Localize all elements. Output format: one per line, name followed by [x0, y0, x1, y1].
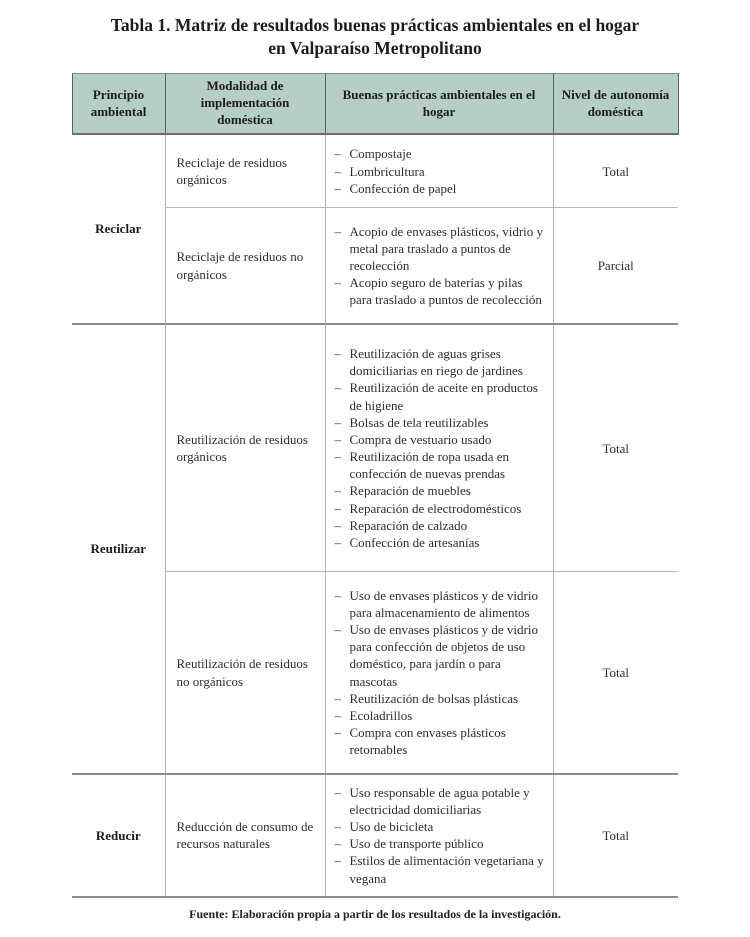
practice-text: Compra con envases plásticos retornables — [349, 725, 506, 758]
document-page — [0, 14, 750, 922]
practice-item — [335, 145, 548, 162]
col-header-modalidad: Modalidad de implementación doméstica — [165, 74, 325, 134]
bullet-dash: – — [334, 223, 341, 239]
practice-item — [335, 587, 548, 621]
practice-text: Reutilización de aguas grises domiciliarias en riego de jardines — [349, 346, 523, 379]
practice-item — [335, 724, 548, 758]
results-table — [72, 73, 679, 898]
practice-text: Reparación de muebles — [349, 483, 471, 499]
practices-list — [335, 784, 548, 887]
practices-cell — [325, 134, 553, 208]
practice-text: Reutilización de aceite en productos de higiene — [349, 380, 538, 413]
autonomy-cell: Total — [553, 134, 678, 208]
practices-list — [335, 223, 548, 309]
table-header — [72, 74, 678, 134]
practice-item — [335, 448, 548, 482]
modality-cell: Reutilización de residuos no orgánicos — [165, 572, 325, 774]
practice-item — [335, 690, 548, 707]
practice-text: Acopio de envases plásticos, vidrio y metal para traslado a puntos de recolección — [349, 223, 544, 274]
principle-cell: Reutilizar — [72, 324, 165, 774]
practice-item — [335, 345, 548, 379]
bullet-dash: – — [334, 146, 341, 162]
practice-text: Ecoladrillos — [349, 707, 413, 723]
practice-item — [335, 707, 548, 724]
practice-item — [335, 784, 548, 818]
header-row — [72, 74, 678, 134]
bullet-dash: – — [334, 180, 341, 196]
practice-text: Uso responsable de agua potable y electricidad domiciliarias — [349, 784, 530, 818]
bullet-dash: – — [334, 587, 341, 603]
practice-item — [335, 163, 548, 180]
table-body — [72, 134, 678, 897]
practice-text: Uso de bicicleta — [349, 819, 434, 835]
practice-text: Compra de vestuario usado — [349, 431, 492, 447]
practice-item — [335, 274, 548, 308]
modality-cell: Reutilización de residuos orgánicos — [165, 324, 325, 572]
practice-text: Confección de papel — [349, 180, 457, 196]
bullet-dash: – — [334, 163, 341, 179]
practice-text: Reparación de electrodomésticos — [349, 500, 522, 516]
practice-item — [335, 517, 548, 534]
practice-item — [335, 852, 548, 886]
table-row — [72, 134, 678, 208]
practice-item — [335, 534, 548, 551]
bullet-dash: – — [334, 346, 341, 362]
bullet-dash: – — [334, 534, 341, 550]
bullet-dash: – — [334, 784, 341, 800]
practice-text: Reutilización de ropa usada en confección de nuevas prendas — [349, 449, 510, 482]
autonomy-cell: Total — [553, 324, 678, 572]
autonomy-cell: Total — [553, 774, 678, 897]
practices-cell — [325, 774, 553, 897]
practice-text: Acopio seguro de baterías y pilas para traslado a puntos de recolección — [349, 275, 542, 308]
practice-item — [335, 482, 548, 499]
table-title — [55, 14, 695, 60]
bullet-dash: – — [334, 836, 341, 852]
bullet-dash: – — [334, 690, 341, 706]
practice-text: Bolsas de tela reutilizables — [349, 414, 489, 430]
practice-text: Estilos de alimentación vegetariana y vegana — [349, 853, 544, 886]
practice-text: Uso de transporte público — [349, 836, 484, 852]
practices-cell — [325, 572, 553, 774]
practice-text: Reutilización de bolsas plásticas — [349, 690, 519, 706]
practice-item — [335, 621, 548, 690]
practice-item — [335, 500, 548, 517]
col-header-buenas-practicas: Buenas prácticas ambientales en el hogar — [325, 74, 553, 134]
bullet-dash: – — [334, 622, 341, 638]
table-title-line1: Tabla 1. Matriz de resultados buenas prácticas ambientales en el hogar — [110, 15, 640, 35]
practices-cell — [325, 208, 553, 324]
practices-list — [335, 587, 548, 759]
modality-cell: Reducción de consumo de recursos naturales — [165, 774, 325, 897]
practice-item — [335, 818, 548, 835]
table-row — [72, 774, 678, 897]
autonomy-cell: Total — [553, 572, 678, 774]
table-row — [72, 324, 678, 572]
bullet-dash: – — [334, 431, 341, 447]
practices-cell — [325, 324, 553, 572]
practice-text: Confección de artesanías — [349, 534, 480, 550]
principle-cell: Reciclar — [72, 134, 165, 324]
col-header-principio-ambiental: Principio ambiental — [72, 74, 165, 134]
practice-item — [335, 223, 548, 274]
principle-cell: Reducir — [72, 774, 165, 897]
practice-text: Uso de envases plásticos y de vidrio para almacenamiento de alimentos — [349, 587, 538, 620]
bullet-dash: – — [334, 275, 341, 291]
practices-list — [335, 145, 548, 196]
bullet-dash: – — [334, 500, 341, 516]
autonomy-cell: Parcial — [553, 208, 678, 324]
table-title-line2: en Valparaíso Metropolitano — [268, 38, 482, 59]
source-note: Fuente: Elaboración propia a partir de los resultados de la investigación. — [189, 906, 561, 921]
bullet-dash: – — [334, 414, 341, 430]
bullet-dash: – — [334, 707, 341, 723]
bullet-dash: – — [334, 483, 341, 499]
practice-text: Lombricultura — [349, 163, 425, 179]
bullet-dash: – — [334, 819, 341, 835]
practices-list — [335, 345, 548, 551]
bullet-dash: – — [334, 380, 341, 396]
modality-cell: Reciclaje de residuos no orgánicos — [165, 208, 325, 324]
practice-item — [335, 180, 548, 197]
practice-text: Compostaje — [349, 146, 412, 162]
practice-text: Reparación de calzado — [349, 517, 468, 533]
bullet-dash: – — [334, 517, 341, 533]
practice-item — [335, 379, 548, 413]
practice-text: Uso de envases plásticos y de vidrio para confección de objetos de uso doméstico, para jardín o para mascotas — [349, 622, 538, 689]
bullet-dash: – — [334, 853, 341, 869]
bullet-dash: – — [334, 725, 341, 741]
practice-item — [335, 835, 548, 852]
bullet-dash: – — [334, 449, 341, 465]
col-header-nivel-autonomia: Nivel de autonomía doméstica — [553, 74, 678, 134]
practice-item — [335, 414, 548, 431]
practice-item — [335, 431, 548, 448]
modality-cell: Reciclaje de residuos orgánicos — [165, 134, 325, 208]
